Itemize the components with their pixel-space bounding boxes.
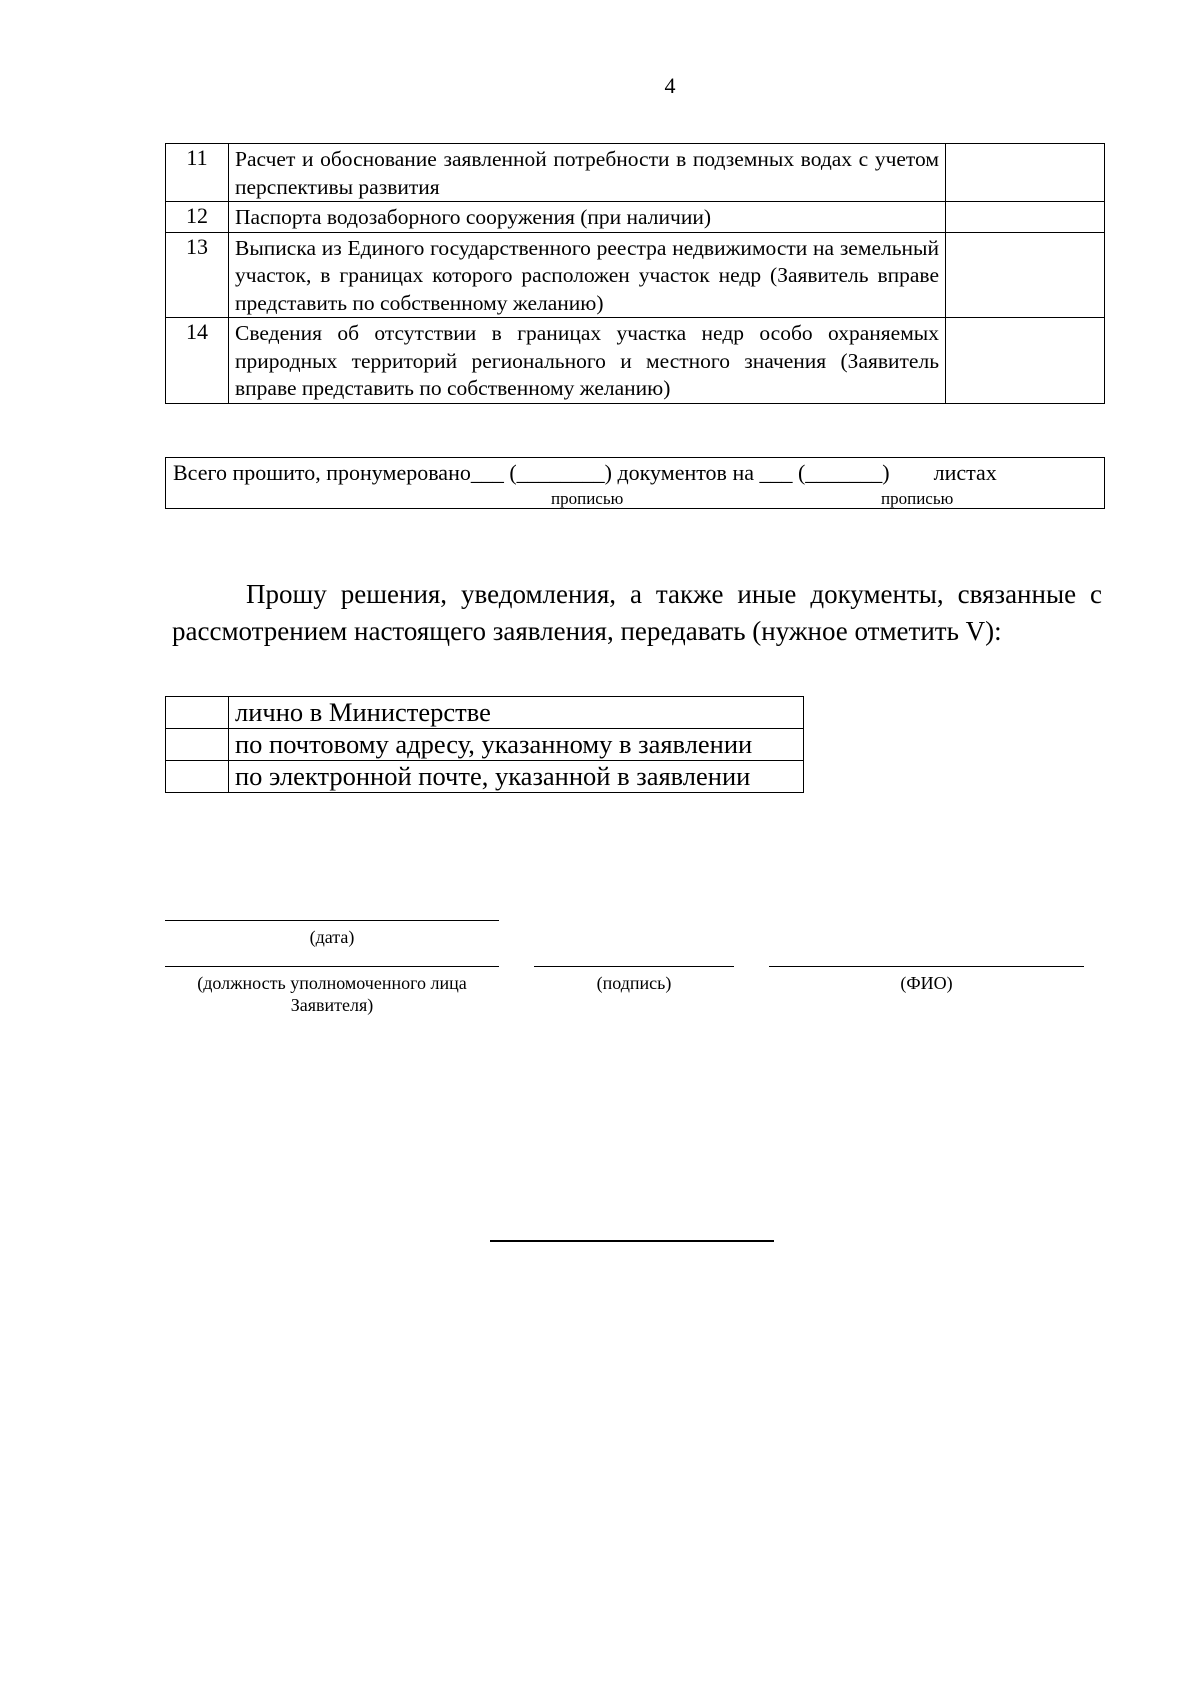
end-of-document-line <box>490 1240 774 1242</box>
table-row <box>166 144 1105 202</box>
row-number: 11 <box>166 144 229 202</box>
mark-cell[interactable] <box>946 202 1105 233</box>
row-number: 13 <box>166 232 229 318</box>
option-label: по электронной почте, указанной в заявлении <box>229 761 804 793</box>
signature-label: (подпись) <box>596 973 672 993</box>
position-label-line-2: Заявителя) <box>290 995 374 1015</box>
delivery-options-table <box>165 696 804 793</box>
list-item <box>166 761 804 793</box>
list-item <box>166 697 804 729</box>
row-number: 12 <box>166 202 229 233</box>
words-hint-pages: прописью <box>881 489 954 508</box>
row-number: 14 <box>166 318 229 404</box>
document-title: Сведения об отсутствии в границах участка недр особо охраняемых природных территорий регионального и местного значения (Заявитель вправе представить по собственному желанию) <box>229 318 946 404</box>
option-label: лично в Министерстве <box>229 697 804 729</box>
position-label-line-1: (должность уполномоченного лица <box>197 973 467 993</box>
table-row <box>166 318 1105 404</box>
mark-cell[interactable] <box>946 318 1105 404</box>
position-label <box>165 972 499 1016</box>
total-pages-box <box>165 457 1105 509</box>
date-label: (дата) <box>309 927 355 947</box>
date-line[interactable] <box>165 920 499 921</box>
mark-cell[interactable] <box>946 144 1105 202</box>
position-line[interactable] <box>165 966 499 967</box>
words-hint-documents: прописью <box>551 489 624 508</box>
name-line[interactable] <box>769 966 1084 967</box>
total-line: Всего прошито, пронумеровано___ (________) документов на ___ (_______) листах <box>173 460 997 485</box>
table-row <box>166 232 1105 318</box>
table-row <box>166 202 1105 233</box>
option-checkbox[interactable] <box>166 697 229 729</box>
option-checkbox[interactable] <box>166 729 229 761</box>
documents-table <box>165 143 1105 404</box>
request-text: Прошу решения, уведомления, а также иные документы, связанные с рассмотрением настоящего заявления, передавать (нужное отметить V): <box>172 579 1102 646</box>
option-label: по почтовому адресу, указанному в заявлении <box>229 729 804 761</box>
page-number: 4 <box>664 73 676 98</box>
request-paragraph <box>172 576 1102 650</box>
name-label: (ФИО) <box>900 973 953 993</box>
mark-cell[interactable] <box>946 232 1105 318</box>
signature-line[interactable] <box>534 966 734 967</box>
list-item <box>166 729 804 761</box>
document-title: Выписка из Единого государственного реестра недвижимости на земельный участок, в границах которого расположен участок недр (Заявитель вправе представить по собственному желанию) <box>229 232 946 318</box>
option-checkbox[interactable] <box>166 761 229 793</box>
document-title: Расчет и обоснование заявленной потребности в подземных водах с учетом перспективы развития <box>229 144 946 202</box>
document-title: Паспорта водозаборного сооружения (при наличии) <box>229 202 946 233</box>
